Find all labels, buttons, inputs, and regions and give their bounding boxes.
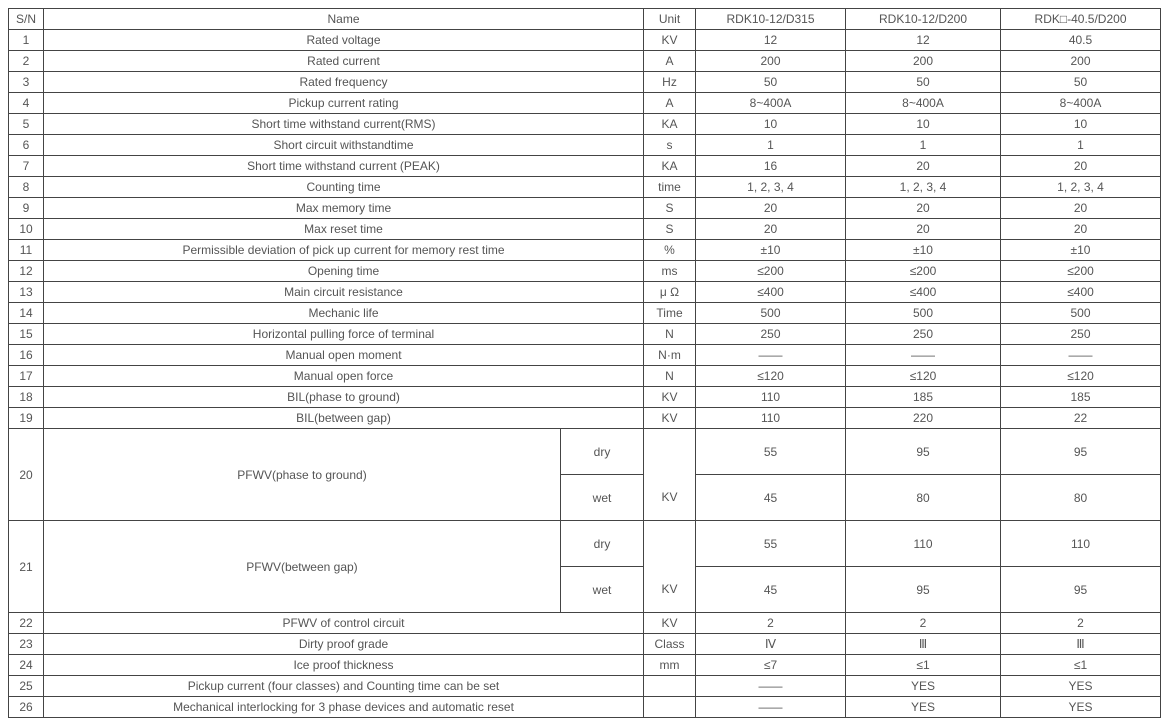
row-value: 10: [1001, 114, 1161, 135]
row-name: Manual open moment: [44, 345, 644, 366]
row-value: 20: [846, 198, 1001, 219]
row-sn: 3: [9, 72, 44, 93]
row-value: 20: [1001, 198, 1161, 219]
row-name: Short circuit withstandtime: [44, 135, 644, 156]
row-value: 20: [696, 219, 846, 240]
row-value: 185: [846, 387, 1001, 408]
row-value: 80: [846, 475, 1001, 521]
row-sn: 8: [9, 177, 44, 198]
row-name: BIL(phase to ground): [44, 387, 644, 408]
row-sn: 1: [9, 30, 44, 51]
row-sn: 22: [9, 613, 44, 634]
row-sn: 20: [9, 429, 44, 521]
row-name: Max memory time: [44, 198, 644, 219]
row-sn: 7: [9, 156, 44, 177]
row-sn: 10: [9, 219, 44, 240]
row-sn: 6: [9, 135, 44, 156]
row-name: Horizontal pulling force of terminal: [44, 324, 644, 345]
row-value: 250: [846, 324, 1001, 345]
table-row: [9, 156, 1161, 177]
row-unit: N: [644, 324, 696, 345]
header-model: RDK□-40.5/D200: [1001, 9, 1161, 30]
row-value: 110: [696, 408, 846, 429]
row-value: 50: [696, 72, 846, 93]
row-value: 12: [846, 30, 1001, 51]
row-value: 16: [696, 156, 846, 177]
header-sn: S/N: [9, 9, 44, 30]
row-value: 55: [696, 521, 846, 567]
row-unit: Class: [644, 634, 696, 655]
row-value: 1: [1001, 135, 1161, 156]
row-unit: Time: [644, 303, 696, 324]
table-row: [9, 655, 1161, 676]
row-value: 45: [696, 567, 846, 613]
table-row: [9, 261, 1161, 282]
row-value: 20: [696, 198, 846, 219]
row-value: 22: [1001, 408, 1161, 429]
row-value: 20: [1001, 156, 1161, 177]
row-unit: KV: [644, 475, 696, 521]
row-value: ≤7: [696, 655, 846, 676]
row-name: Pickup current rating: [44, 93, 644, 114]
row-value: 2: [846, 613, 1001, 634]
table-row: [9, 282, 1161, 303]
row-unit-empty: [644, 521, 696, 567]
row-value: 2: [1001, 613, 1161, 634]
row-sn: 5: [9, 114, 44, 135]
row-value: ±10: [1001, 240, 1161, 261]
row-unit: KV: [644, 408, 696, 429]
row-name: Short time withstand current(RMS): [44, 114, 644, 135]
row-unit: N·m: [644, 345, 696, 366]
table-row: [9, 697, 1161, 718]
row-value: 185: [1001, 387, 1161, 408]
row-name: PFWV(phase to ground): [44, 429, 561, 521]
row-unit-empty: [644, 429, 696, 475]
row-condition: wet: [561, 475, 644, 521]
row-value: 500: [846, 303, 1001, 324]
table-row: [9, 366, 1161, 387]
row-name: Rated voltage: [44, 30, 644, 51]
row-name: Dirty proof grade: [44, 634, 644, 655]
row-unit: μ Ω: [644, 282, 696, 303]
row-unit: KA: [644, 156, 696, 177]
row-sn: 21: [9, 521, 44, 613]
table-row: [9, 114, 1161, 135]
row-name: Manual open force: [44, 366, 644, 387]
row-value: ≤1: [846, 655, 1001, 676]
row-unit: S: [644, 219, 696, 240]
row-value: 250: [696, 324, 846, 345]
row-condition: dry: [561, 429, 644, 475]
row-value: 20: [846, 219, 1001, 240]
row-unit: N: [644, 366, 696, 387]
row-value: 8~400A: [696, 93, 846, 114]
table-row: [9, 93, 1161, 114]
row-unit: KV: [644, 567, 696, 613]
row-name: BIL(between gap): [44, 408, 644, 429]
row-unit: s: [644, 135, 696, 156]
row-sn: 19: [9, 408, 44, 429]
table-row: [9, 177, 1161, 198]
row-value: 1: [696, 135, 846, 156]
row-value: YES: [1001, 697, 1161, 718]
row-name: Main circuit resistance: [44, 282, 644, 303]
row-unit: ms: [644, 261, 696, 282]
header-model: RDK10-12/D200: [846, 9, 1001, 30]
row-unit: mm: [644, 655, 696, 676]
row-value: 200: [696, 51, 846, 72]
row-sn: 13: [9, 282, 44, 303]
row-value: 200: [1001, 51, 1161, 72]
row-name: Permissible deviation of pick up current for memory rest time: [44, 240, 644, 261]
row-sn: 25: [9, 676, 44, 697]
row-unit: time: [644, 177, 696, 198]
row-value: ——: [696, 676, 846, 697]
row-value: 50: [846, 72, 1001, 93]
table-row: [9, 634, 1161, 655]
row-value: ±10: [696, 240, 846, 261]
row-unit: Hz: [644, 72, 696, 93]
row-sn: 26: [9, 697, 44, 718]
row-name: Mechanic life: [44, 303, 644, 324]
row-unit: KV: [644, 30, 696, 51]
table-row: [9, 219, 1161, 240]
row-name: Opening time: [44, 261, 644, 282]
table-row: [9, 30, 1161, 51]
row-name: Pickup current (four classes) and Counting time can be set: [44, 676, 644, 697]
row-value: 8~400A: [1001, 93, 1161, 114]
row-value: 10: [696, 114, 846, 135]
row-name: Counting time: [44, 177, 644, 198]
row-value: YES: [846, 697, 1001, 718]
row-value: 2: [696, 613, 846, 634]
row-value: 110: [696, 387, 846, 408]
row-value: 110: [1001, 521, 1161, 567]
row-unit: A: [644, 51, 696, 72]
row-sn: 12: [9, 261, 44, 282]
table-row: [9, 408, 1161, 429]
row-sn: 18: [9, 387, 44, 408]
row-value: 10: [846, 114, 1001, 135]
header-name: Name: [44, 9, 644, 30]
row-unit: KV: [644, 613, 696, 634]
row-condition: dry: [561, 521, 644, 567]
row-value: Ⅲ: [1001, 634, 1161, 655]
row-value: 45: [696, 475, 846, 521]
row-value: Ⅳ: [696, 634, 846, 655]
row-value: ——: [696, 697, 846, 718]
row-value: 1, 2, 3, 4: [1001, 177, 1161, 198]
row-name: Mechanical interlocking for 3 phase devices and automatic reset: [44, 697, 644, 718]
row-value: 500: [696, 303, 846, 324]
row-value: 80: [1001, 475, 1161, 521]
row-value: ≤200: [696, 261, 846, 282]
row-value: 20: [1001, 219, 1161, 240]
row-unit: A: [644, 93, 696, 114]
table-row: [9, 387, 1161, 408]
row-name: Max reset time: [44, 219, 644, 240]
row-value: 95: [846, 429, 1001, 475]
table-row: [9, 521, 1161, 567]
header-model: RDK10-12/D315: [696, 9, 846, 30]
row-sn: 9: [9, 198, 44, 219]
row-value: ——: [846, 345, 1001, 366]
row-value: ——: [696, 345, 846, 366]
spec-table: [8, 8, 1161, 718]
row-value: ≤120: [696, 366, 846, 387]
row-unit: KA: [644, 114, 696, 135]
header-unit: Unit: [644, 9, 696, 30]
row-value: 50: [1001, 72, 1161, 93]
row-value: 1, 2, 3, 4: [696, 177, 846, 198]
table-row: [9, 51, 1161, 72]
row-value: 95: [846, 567, 1001, 613]
row-name: PFWV(between gap): [44, 521, 561, 613]
row-value: YES: [846, 676, 1001, 697]
row-value: 200: [846, 51, 1001, 72]
row-value: 500: [1001, 303, 1161, 324]
row-value: 110: [846, 521, 1001, 567]
row-name: Short time withstand current (PEAK): [44, 156, 644, 177]
row-name: Rated current: [44, 51, 644, 72]
row-value: 1, 2, 3, 4: [846, 177, 1001, 198]
row-value: 220: [846, 408, 1001, 429]
table-row: [9, 324, 1161, 345]
row-value: ≤400: [846, 282, 1001, 303]
row-value: ±10: [846, 240, 1001, 261]
row-value: 55: [696, 429, 846, 475]
row-value: ≤400: [696, 282, 846, 303]
row-value: 250: [1001, 324, 1161, 345]
row-value: ≤200: [846, 261, 1001, 282]
row-value: ≤120: [1001, 366, 1161, 387]
table-row: [9, 429, 1161, 475]
row-name: Ice proof thickness: [44, 655, 644, 676]
row-sn: 23: [9, 634, 44, 655]
row-value: ≤200: [1001, 261, 1161, 282]
row-value: YES: [1001, 676, 1161, 697]
row-value: 1: [846, 135, 1001, 156]
row-value: 12: [696, 30, 846, 51]
row-sn: 4: [9, 93, 44, 114]
table-row: [9, 345, 1161, 366]
row-value: 95: [1001, 567, 1161, 613]
row-value: ≤400: [1001, 282, 1161, 303]
table-row: [9, 72, 1161, 93]
row-value: ≤1: [1001, 655, 1161, 676]
header-row: [9, 9, 1161, 30]
row-name: Rated frequency: [44, 72, 644, 93]
row-sn: 15: [9, 324, 44, 345]
table-row: [9, 240, 1161, 261]
row-unit: [644, 676, 696, 697]
row-sn: 24: [9, 655, 44, 676]
row-value: Ⅲ: [846, 634, 1001, 655]
row-sn: 16: [9, 345, 44, 366]
table-row: [9, 303, 1161, 324]
table-row: [9, 198, 1161, 219]
row-value: 40.5: [1001, 30, 1161, 51]
table-row: [9, 135, 1161, 156]
row-unit: S: [644, 198, 696, 219]
row-unit: [644, 697, 696, 718]
table-row: [9, 613, 1161, 634]
row-sn: 2: [9, 51, 44, 72]
row-value: 8~400A: [846, 93, 1001, 114]
row-value: 20: [846, 156, 1001, 177]
row-unit: %: [644, 240, 696, 261]
row-sn: 17: [9, 366, 44, 387]
row-sn: 11: [9, 240, 44, 261]
table-row: [9, 676, 1161, 697]
row-value: ≤120: [846, 366, 1001, 387]
row-name: PFWV of control circuit: [44, 613, 644, 634]
row-condition: wet: [561, 567, 644, 613]
row-sn: 14: [9, 303, 44, 324]
row-unit: KV: [644, 387, 696, 408]
row-value: ——: [1001, 345, 1161, 366]
row-value: 95: [1001, 429, 1161, 475]
